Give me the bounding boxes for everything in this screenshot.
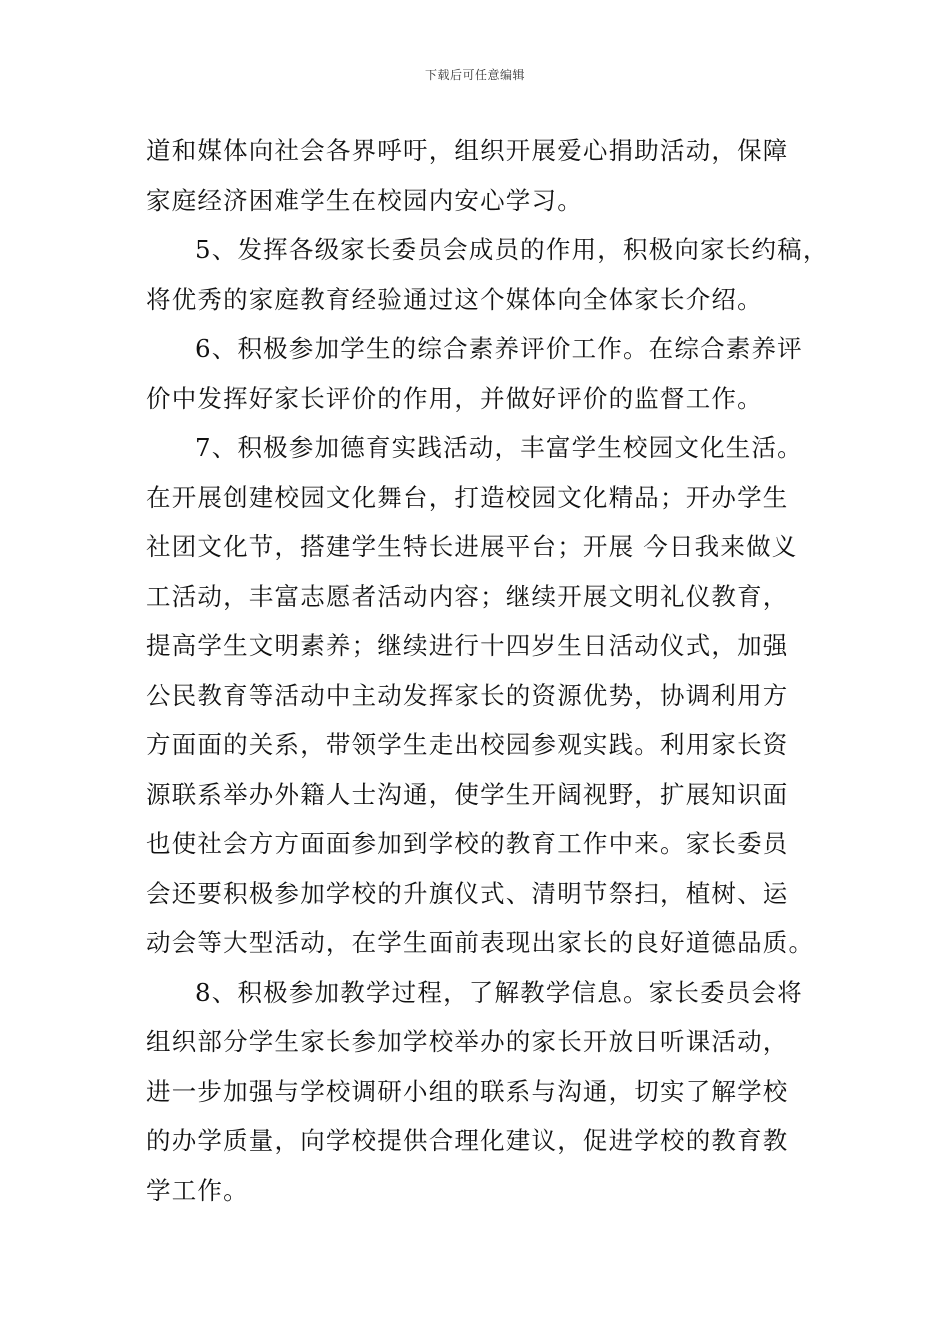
text-line: 的办学质量，向学校提供合理化建议，促进学校的教育教 (146, 1126, 789, 1155)
text-line: 方面面的关系，带领学生走出校园参观实践。利用家长资 (146, 730, 789, 759)
text-line: 动会等大型活动，在学生面前表现出家长的良好道德品质。 (146, 928, 815, 957)
paragraph-start-6: 6、积极参加学生的综合素养评价工作。在综合素养评 (195, 334, 803, 363)
text-line: 家庭经济困难学生在校园内安心学习。 (146, 185, 583, 215)
text-line: 也使社会方方面面参加到学校的教育工作中来。家长委员 (146, 829, 789, 858)
text-line: 将优秀的家庭教育经验通过这个媒体向全体家长介绍。 (146, 284, 763, 314)
text-line: 价中发挥好家长评价的作用，并做好评价的监督工作。 (146, 383, 763, 413)
paragraph-start-7: 7、积极参加德育实践活动，丰富学生校园文化生活。 (195, 433, 803, 462)
text-line: 在开展创建校园文化舞台，打造校园文化精品；开办学生 (146, 482, 789, 512)
text-line: 社团文化节，搭建学生特长进展平台；开展 今日我来做义 (146, 532, 798, 561)
text-line: 会还要积极参加学校的升旗仪式、清明节祭扫，植树、运 (146, 878, 789, 908)
page-header: 下载后可任意编辑 (424, 68, 525, 82)
text-line: 提高学生文明素养；继续进行十四岁生日活动仪式，加强 (146, 631, 789, 660)
text-line: 源联系举办外籍人士沟通，使学生开阔视野，扩展知识面 (146, 779, 789, 809)
paragraph-start-8: 8、积极参加教学过程，了解教学信息。家长委员会将 (195, 977, 803, 1007)
text-line: 组织部分学生家长参加学校举办的家长开放日听课活动， (146, 1027, 789, 1056)
document-body (146, 126, 829, 1215)
text-line: 学工作。 (146, 1175, 249, 1205)
text-line: 道和媒体向社会各界呼吁，组织开展爱心捐助活动，保障 (146, 136, 789, 165)
text-line: 工活动，丰富志愿者活动内容；继续开展文明礼仪教育， (146, 581, 789, 611)
text-line: 公民教育等活动中主动发挥家长的资源优势，协调利用方 (146, 680, 789, 710)
paragraph-start-5: 5、发挥各级家长委员会成员的作用，积极向家长约稿， (195, 235, 829, 264)
text-line: 进一步加强与学校调研小组的联系与沟通，切实了解学校 (146, 1076, 789, 1106)
